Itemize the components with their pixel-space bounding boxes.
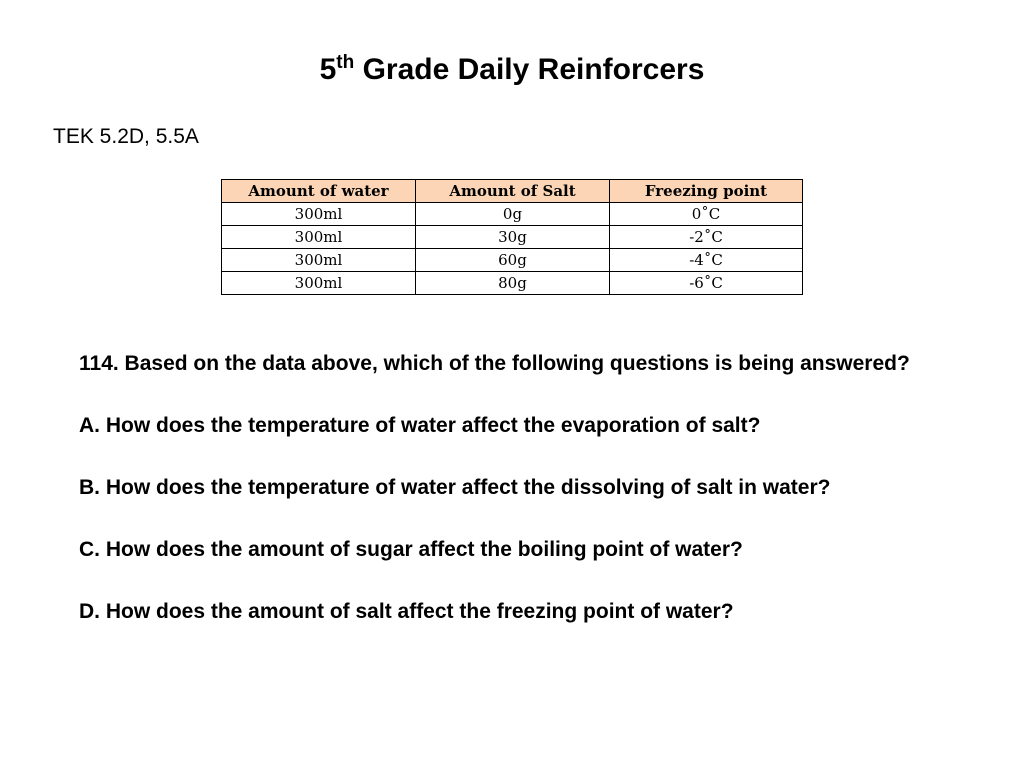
title-text: Grade Daily Reinforcers <box>354 53 705 86</box>
data-table <box>221 179 803 295</box>
option-d: D. How does the amount of salt affect the freezing point of water? <box>79 600 734 623</box>
page-title <box>0 50 1024 90</box>
table-header-row <box>222 180 803 203</box>
cell-water: 300ml <box>222 249 416 272</box>
option-a: A. How does the temperature of water affect the evaporation of salt? <box>79 414 761 437</box>
option-b: B. How does the temperature of water affect the dissolving of salt in water? <box>79 476 831 499</box>
table-row <box>222 272 803 295</box>
title-number: 5 <box>319 53 337 86</box>
header-amount-of-salt: Amount of Salt <box>416 180 610 203</box>
tek-label: TEK 5.2D, 5.5A <box>53 125 199 148</box>
cell-water: 300ml <box>222 272 416 295</box>
cell-salt: 30g <box>416 226 610 249</box>
table-row <box>222 249 803 272</box>
cell-salt: 0g <box>416 203 610 226</box>
cell-freezing-point: -6˚C <box>610 272 803 295</box>
cell-salt: 80g <box>416 272 610 295</box>
question-stem: 114. Based on the data above, which of the following questions is being answered? <box>79 352 910 375</box>
question-block <box>79 348 959 658</box>
table-row <box>222 226 803 249</box>
title-superscript: th <box>336 52 355 73</box>
cell-freezing-point: -2˚C <box>610 226 803 249</box>
cell-salt: 60g <box>416 249 610 272</box>
option-c: C. How does the amount of sugar affect the boiling point of water? <box>79 538 743 561</box>
cell-water: 300ml <box>222 226 416 249</box>
header-amount-of-water: Amount of water <box>222 180 416 203</box>
cell-water: 300ml <box>222 203 416 226</box>
header-freezing-point: Freezing point <box>610 180 803 203</box>
cell-freezing-point: -4˚C <box>610 249 803 272</box>
cell-freezing-point: 0˚C <box>610 203 803 226</box>
table-row <box>222 203 803 226</box>
